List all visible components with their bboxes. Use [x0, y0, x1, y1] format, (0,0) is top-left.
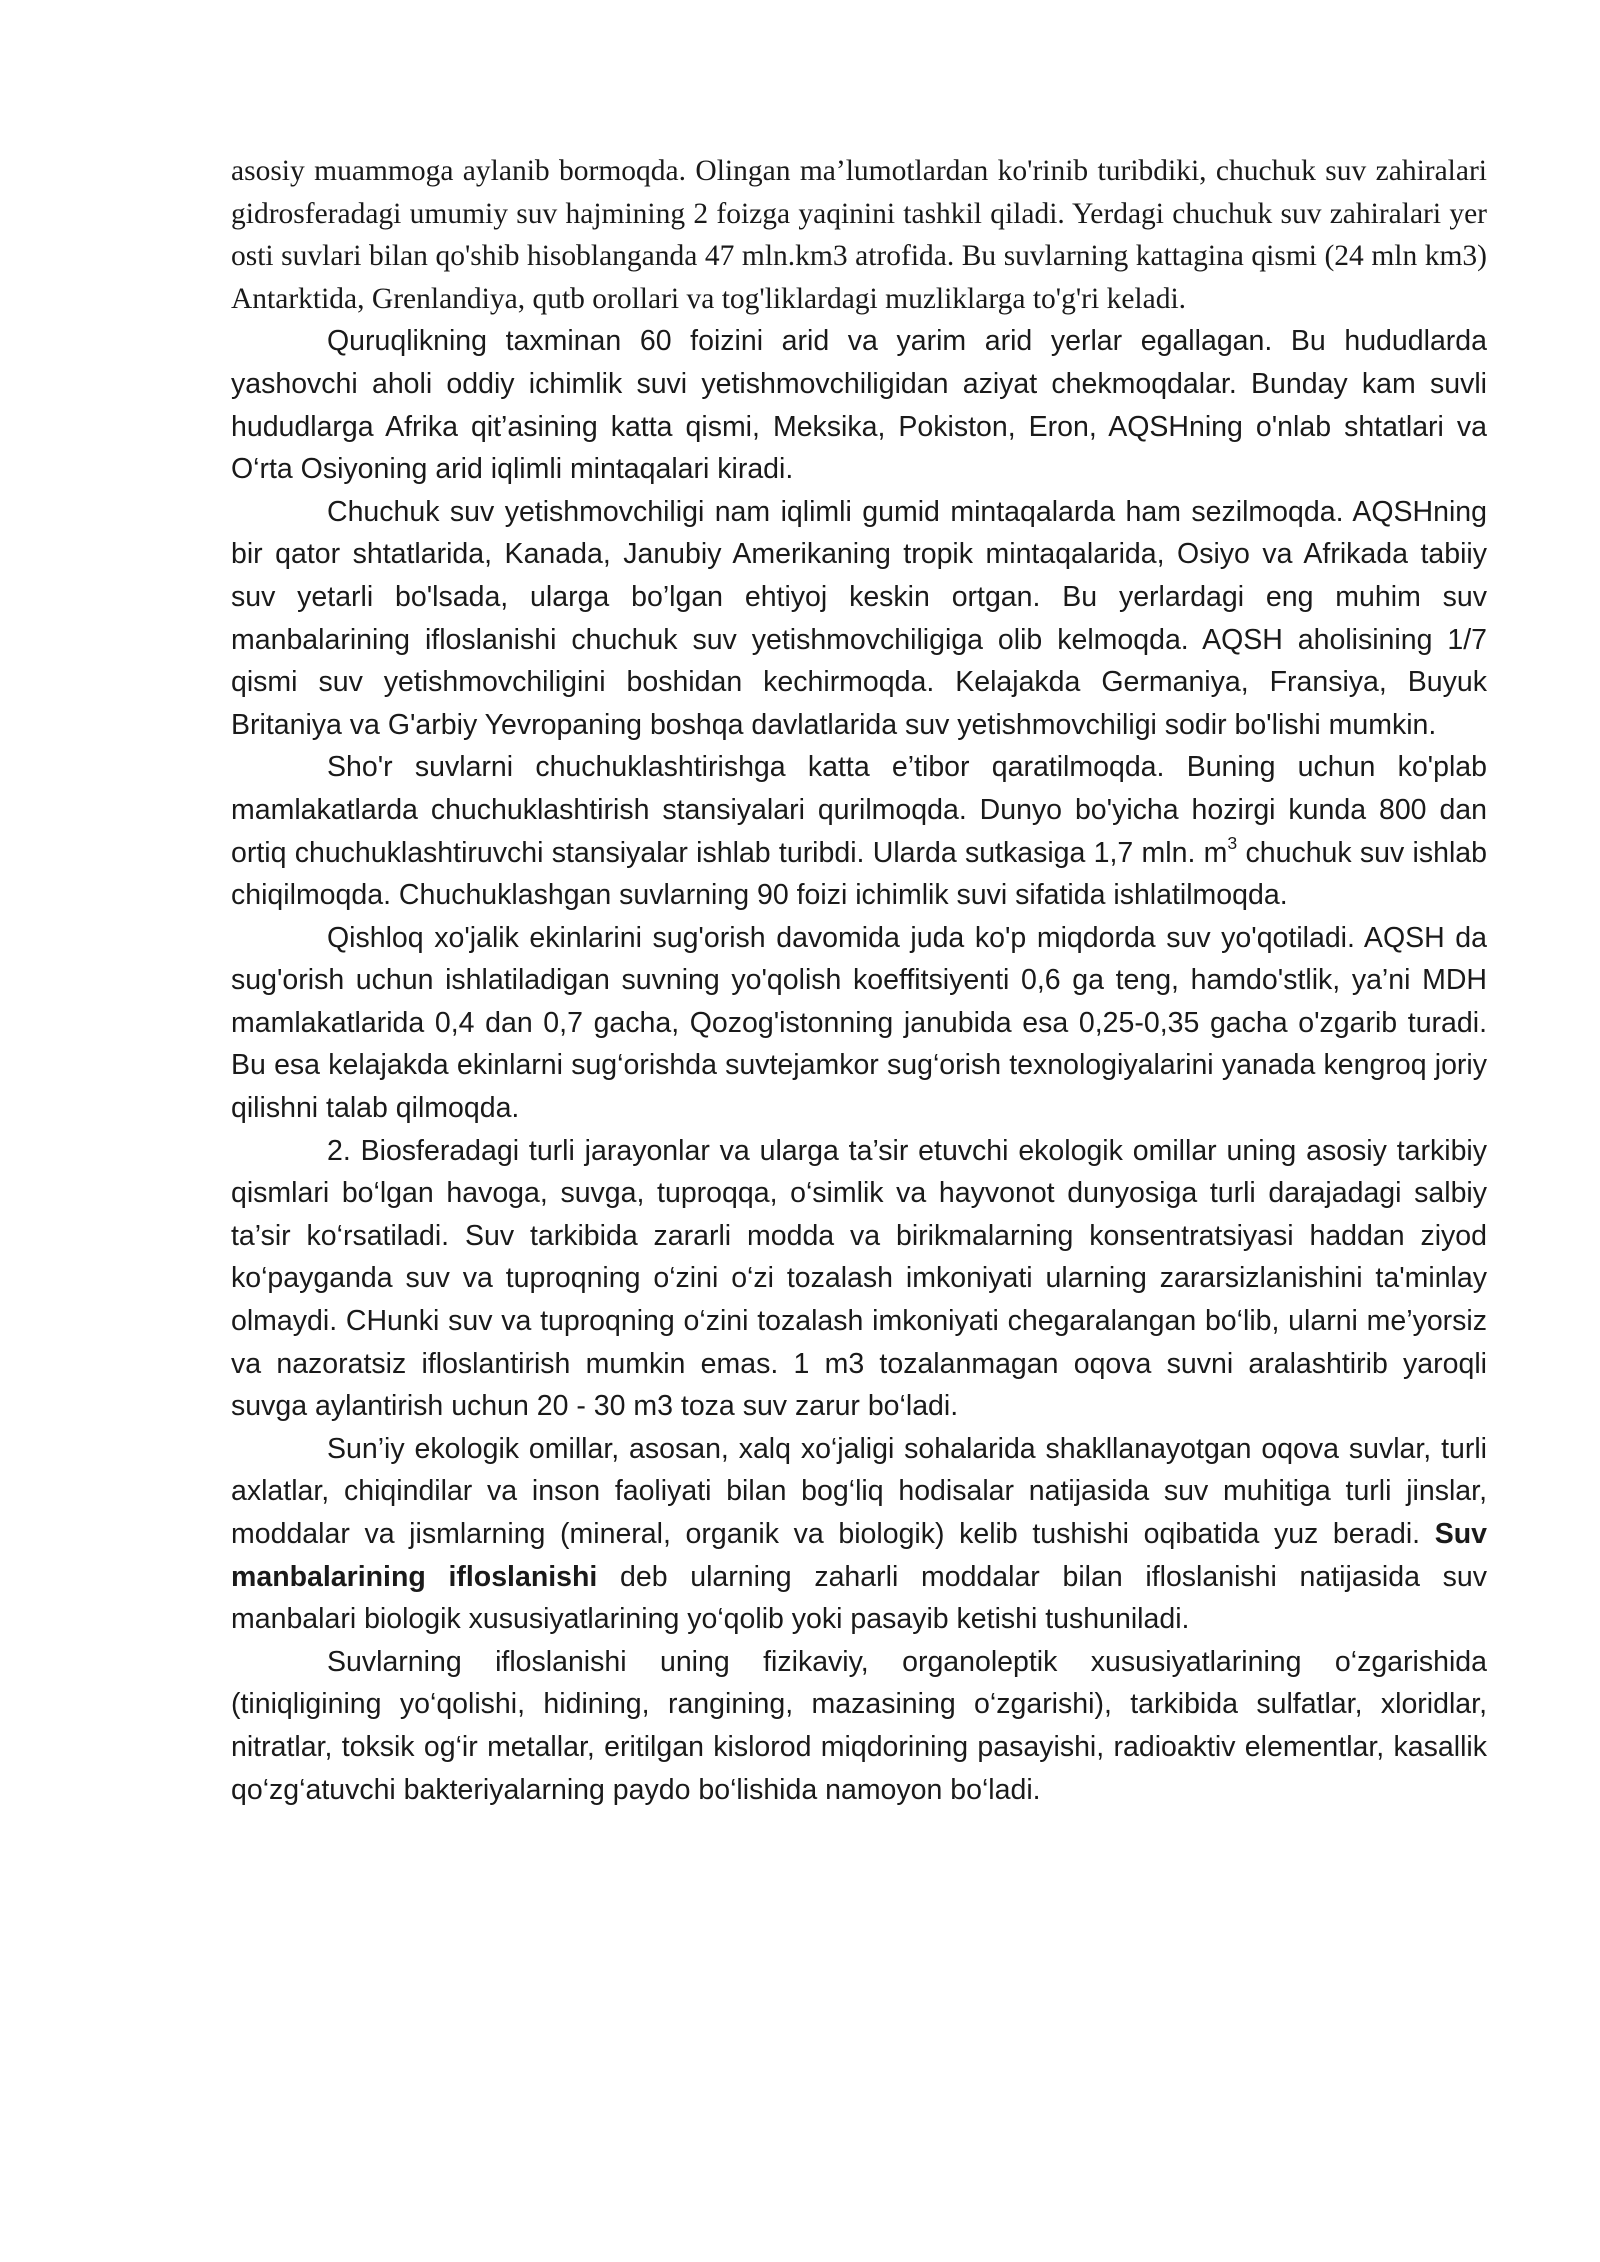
- paragraph-biosphere: 2. Biosferadagi turli jarayonlar va ularga ta’sir etuvchi ekologik omillar uning asosiy tarkibiy qismlari bo‘lgan havoga, suvga, tuproqqa, o‘simlik va hayvonot dunyosiga turli darajadagi salbiy ta’sir ko‘rsatiladi. Suv tarkibida zararli modda va birikmalarning konsentratsiyasi haddan ziyod ko‘payganda suv va tuproqning o‘zini o‘zi tozalash imkoniyati ularning zararsizlanishini ta'minlay olmaydi. CHunki suv va tuproqning o‘zini tozalash imkoniyati chegaralangan bo‘lib, ularni me’yorsiz va nazoratsiz ifloslantirish mumkin emas. 1 m3 tozalanmagan oqova suvni aralashtirib yaroqli suvga aylantirish uchun 20 - 30 m3 toza suv zarur bo‘ladi.: [231, 1134, 1487, 1423]
- paragraph-pollution-effects: Suvlarning ifloslanishi uning fizikaviy, organoleptik xususiyatlarining o‘zgarishida (tiniqligining yo‘qolishi, hidining, rangining, mazasining o‘zgarishi), tarkibida sulfatlar, xloridlar, nitratlar, toksik og‘ir metallar, eritilgan kislorod miqdorining pasayishi, radioaktiv elementlar, kasallik qo‘zg‘atuvchi bakteriyalarning paydo bo‘lishida namoyon bo‘ladi.: [231, 1645, 1487, 1806]
- desalination-text-before: Sho'r suvlarni chuchuklashtirishga katta e’tibor qaratilmoqda. Buning uchun ko'plab mamlakatlarda chuchuklashtirish stansiyalari qurilmoqda. Dunyo bo'yicha hozirgi kunda 800 dan ortiq chuchuklashtiruvchi stansiyalar ishlab turibdi. Ulardа sutkasiga 1,7 mln. m: [231, 751, 1487, 869]
- paragraph-arid-lands: Quruqlikning taxminan 60 foizini arid va yarim arid yerlar egallagan. Bu hududlarda yashovchi aholi oddiy ichimlik suvi yetishmovchiligidan aziyat chekmoqdalar. Bunday kam suvli hududlarga Afrika qit’asining katta qismi, Meksika, Pokiston, Eron, AQSHning o'nlab shtatlari va O‘rta Osiyoning arid iqlimli mintaqalari kiradi.: [231, 325, 1487, 486]
- cubic-superscript: 3: [1227, 833, 1238, 854]
- paragraph-irrigation: Qishloq xo'jalik ekinlarini sug'orish davomida juda ko'p miqdorda suv yo'qotiladi. AQSH da sug'orish uchun ishlatiladigan suvning yo'qolish koeffitsiyenti 0,6 ga teng, hamdo'stlik, ya’ni MDH mamlakatlarida 0,4 dan 0,7 gacha, Qozog'istonning janubida esa 0,25-0,35 gacha o'zgarib turadi. Bu esa kelajakda ekinlarni sug‘orishda suvtejamkor sug‘orish texnologiyalarini yanada kengroq joriy qilishni talab qilmoqda.: [231, 921, 1487, 1125]
- paragraph-desalination: [231, 746, 1487, 916]
- paragraph-pollution-definition: [231, 1428, 1487, 1641]
- desalination-text-after: chuchuk suv ishlab chiqilmoqda. Chuchuklashgan suvlarning 90 foizi ichimlik suvi sifatida ishlatilmoqda.: [231, 836, 1487, 912]
- definition-text-after: deb ularning zaharli moddalar bilan ifloslanishi natijasida suv manbalari biologik xususiyatlarining yo‘qolib yoki pasayib ketishi tushuniladi.: [231, 1560, 1487, 1636]
- paragraph-water-reserves: asosiy muammoga aylanib bormoqda. Olingan ma’lumotlardan ko'rinib turibdiki, chuchuk suv zahiralari gidrosferadagi umumiy suv hajmining 2 foizga yaqinini tashkil qiladi. Yerdagi chuchuk suv zahiralari yer osti suvlari bilan qo'shib hisoblanganda 47 mln.km3 atrofida. Bu suvlarning kattagina qismi (24 mln km3) Antarktida, Grenlandiya, qutb orollari va tog'liklardagi muzliklarga to'g'ri keladi.: [231, 155, 1487, 315]
- document-page: [231, 150, 1487, 1811]
- paragraph-humid-regions: Chuchuk suv yetishmovchiligi nam iqlimli gumid mintaqalarda ham sezilmoqda. AQSHning bir qator shtatlarida, Kanada, Janubiy Amerikaning tropik mintaqalarida, Osiyo va Afrikada tabiiy suv yetarli bo'lsada, ularga bo’lgan ehtiyoj keskin ortgan. Bu yerlardagi eng muhim suv manbalarining ifloslanishi chuchuk suv yetishmovchiligiga olib kelmoqda. AQSH aholisining 1/7 qismi suv yetishmovchiligini boshidan kechirmoqda. Kelajakda Germaniya, Fransiya, Buyuk Britaniya va G'arbiy Yevropaning boshqa davlatlarida suv yetishmovchiligi sodir bo'lishi mumkin.: [231, 495, 1487, 741]
- definition-text-before: Sun’iy ekologik omillar, asosan, xalq xo‘jaligi sohalarida shakllanayotgan oqova suvlar, turli axlatlar, chiqindilar va inson faoliyati bilan bog‘liq hodisalar natijasida suv muhitiga turli jinslar, moddalar va jismlarning (mineral, organik va biologik) kelib tushishi oqibatida yuz beradi.: [231, 1432, 1487, 1550]
- definition-term: Suv manbalarining ifloslanishi: [231, 1518, 1487, 1593]
